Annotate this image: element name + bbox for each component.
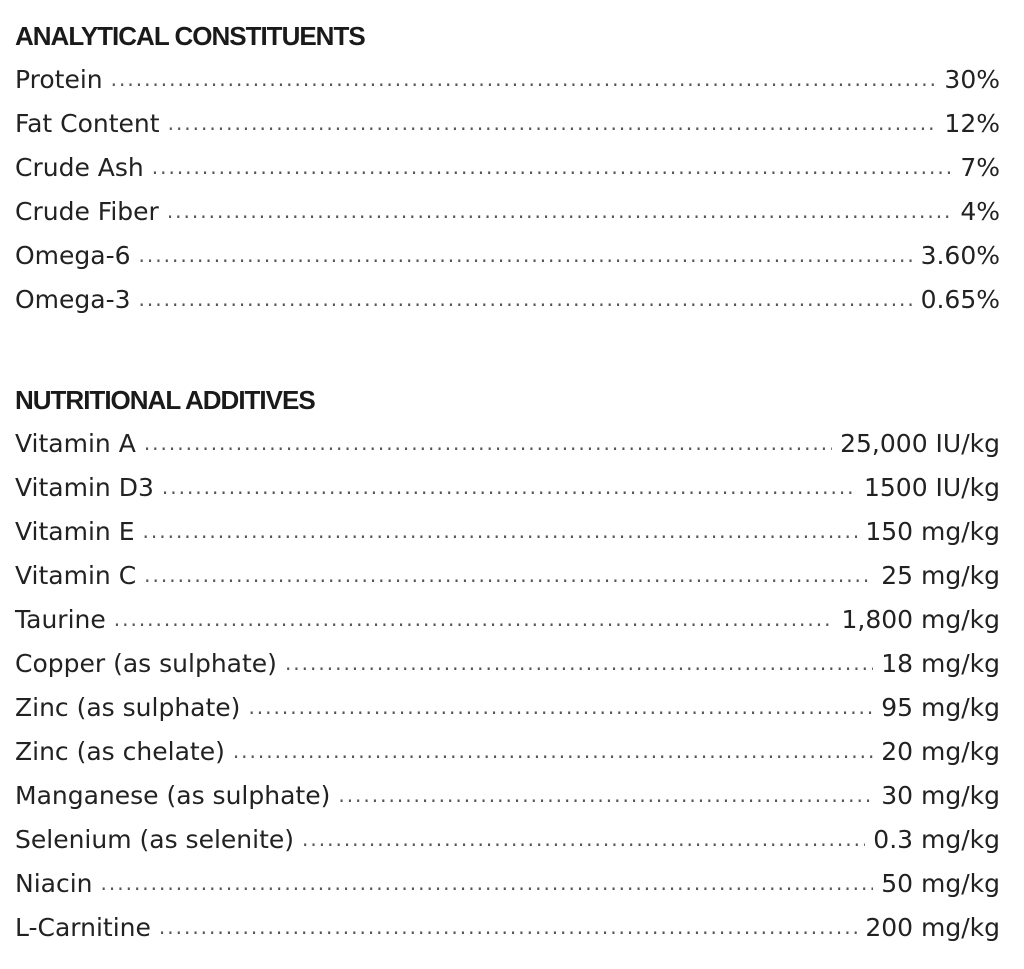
list-item xyxy=(15,774,1000,818)
dot-leader xyxy=(114,597,834,641)
dot-leader xyxy=(144,553,873,597)
item-label: L-Carnitine xyxy=(15,913,151,942)
analytical-constituents-section xyxy=(15,14,1000,322)
list-item xyxy=(15,906,1000,950)
list-item xyxy=(15,818,1000,862)
list-item xyxy=(15,190,1000,234)
dot-leader xyxy=(139,277,913,321)
dot-leader xyxy=(159,905,857,949)
item-value: 150 mg/kg xyxy=(865,517,1000,546)
analytical-rows xyxy=(15,58,1000,322)
item-label: Selenium (as selenite) xyxy=(15,825,295,854)
item-label: Zinc (as sulphate) xyxy=(15,693,241,722)
item-value: 25,000 IU/kg xyxy=(840,429,1000,458)
list-item xyxy=(15,234,1000,278)
item-value: 0.65% xyxy=(920,285,1000,314)
list-item xyxy=(15,862,1000,906)
dot-leader xyxy=(302,817,865,861)
list-item xyxy=(15,422,1000,466)
list-item xyxy=(15,686,1000,730)
item-label: Vitamin D3 xyxy=(15,473,154,502)
item-label: Manganese (as sulphate) xyxy=(15,781,331,810)
item-label: Vitamin C xyxy=(15,561,137,590)
dot-leader xyxy=(248,685,873,729)
dot-leader xyxy=(233,729,873,773)
item-label: Taurine xyxy=(15,605,106,634)
item-value: 7% xyxy=(960,153,1000,182)
item-label: Vitamin E xyxy=(15,517,135,546)
list-item xyxy=(15,642,1000,686)
item-label: Fat Content xyxy=(15,109,160,138)
item-value: 0.3 mg/kg xyxy=(873,825,1000,854)
dot-leader xyxy=(167,189,953,233)
item-value: 30% xyxy=(944,65,1000,94)
item-label: Omega-3 xyxy=(15,285,131,314)
item-value: 25 mg/kg xyxy=(881,561,1000,590)
list-item xyxy=(15,102,1000,146)
list-item xyxy=(15,554,1000,598)
item-value: 3.60% xyxy=(920,241,1000,270)
section-title: NUTRITIONAL ADDITIVES xyxy=(15,385,315,415)
item-value: 4% xyxy=(960,197,1000,226)
list-item xyxy=(15,598,1000,642)
list-item xyxy=(15,146,1000,190)
list-item xyxy=(15,466,1000,510)
item-value: 50 mg/kg xyxy=(881,869,1000,898)
dot-leader xyxy=(144,421,832,465)
item-label: Omega-6 xyxy=(15,241,131,270)
item-value: 95 mg/kg xyxy=(881,693,1000,722)
dot-leader xyxy=(143,509,858,553)
item-value: 30 mg/kg xyxy=(881,781,1000,810)
list-item xyxy=(15,730,1000,774)
item-value: 18 mg/kg xyxy=(881,649,1000,678)
dot-leader xyxy=(152,145,953,189)
additives-rows xyxy=(15,422,1000,950)
item-label: Copper (as sulphate) xyxy=(15,649,277,678)
item-value: 1500 IU/kg xyxy=(863,473,1000,502)
item-value: 12% xyxy=(944,109,1000,138)
dot-leader xyxy=(168,101,937,145)
dot-leader xyxy=(162,465,856,509)
nutritional-additives-section xyxy=(15,378,1000,950)
section-title: ANALYTICAL CONSTITUENTS xyxy=(15,21,365,51)
dot-leader xyxy=(285,641,873,685)
dot-leader xyxy=(139,233,913,277)
item-label: Zinc (as chelate) xyxy=(15,737,225,766)
item-label: Crude Fiber xyxy=(15,197,159,226)
item-label: Protein xyxy=(15,65,103,94)
dot-leader xyxy=(111,57,937,101)
list-item xyxy=(15,58,1000,102)
item-value: 200 mg/kg xyxy=(865,913,1000,942)
item-value: 1,800 mg/kg xyxy=(841,605,1000,634)
list-item xyxy=(15,510,1000,554)
item-value: 20 mg/kg xyxy=(881,737,1000,766)
item-label: Niacin xyxy=(15,869,93,898)
dot-leader xyxy=(338,773,873,817)
item-label: Vitamin A xyxy=(15,429,136,458)
item-label: Crude Ash xyxy=(15,153,144,182)
list-item xyxy=(15,278,1000,322)
dot-leader xyxy=(101,861,874,905)
